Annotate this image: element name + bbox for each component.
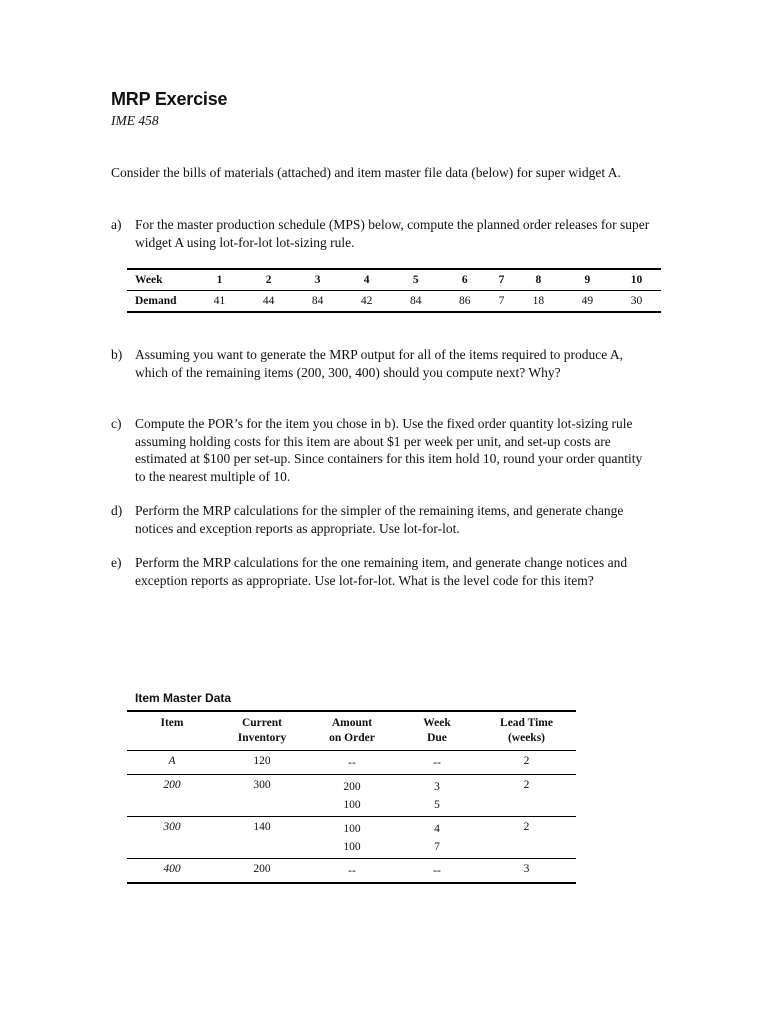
question-text: Perform the MRP calculations for the one remaining item, and generate change notices and exception reports as appropriate. Use lot-for-lot. What is the level code for this item?: [135, 555, 628, 588]
question-b: [111, 346, 651, 381]
week-cell: 7: [489, 269, 514, 291]
header-line: Item: [160, 717, 184, 729]
question-label: b): [111, 347, 123, 362]
mps-demand-row: [127, 291, 661, 313]
demand-cell: 86: [459, 295, 471, 307]
week-due-header: [397, 711, 477, 751]
amount-cell: [307, 751, 397, 775]
lead-time-cell: 3: [477, 859, 576, 884]
week-cell: 8: [514, 269, 563, 291]
inventory-header: [217, 711, 307, 751]
demand-cell: 84: [311, 295, 324, 307]
week-cell: 3: [293, 269, 342, 291]
course-code: IME 458: [111, 113, 159, 128]
demand-cell: 44: [262, 295, 275, 307]
item-cell: A: [168, 755, 176, 767]
question-text: For the master production schedule (MPS) below, compute the planned order releases for super widget A using lot-for-lot lot-sizing rule.: [135, 217, 650, 250]
item-master-header-row: [127, 711, 576, 751]
item-cell: 200: [127, 775, 217, 817]
week-due-value: --: [433, 757, 441, 769]
demand-cell: 41: [213, 295, 226, 307]
amount-value: 100: [343, 841, 361, 853]
question-text: Assuming you want to generate the MRP output for all of the items required to produce A, which of the remaining items (200, 300, 400) should you compute next? Why?: [135, 347, 624, 380]
demand-cell: 30: [630, 295, 643, 307]
item-cell: 400: [127, 859, 217, 884]
week-due-value: 5: [434, 799, 440, 811]
table-row: [127, 817, 576, 859]
mps-table: [127, 268, 661, 313]
amount-value: 100: [343, 799, 361, 811]
inventory-cell: 120: [253, 755, 271, 767]
amount-cell: [307, 817, 397, 859]
question-c: [111, 415, 651, 485]
week-cell: 9: [563, 269, 612, 291]
amount-value: 100: [343, 823, 361, 835]
inventory-cell: 200: [217, 859, 307, 884]
week-cell: 6: [440, 269, 489, 291]
header-line: Lead Time: [500, 717, 553, 729]
week-due-cell: [397, 859, 477, 884]
lead-time-cell: 2: [477, 817, 576, 859]
week-due-value: 4: [434, 823, 440, 835]
lead-time-cell: 2: [477, 775, 576, 817]
week-cell: 5: [391, 269, 440, 291]
item-master-table: [127, 710, 576, 884]
week-cell: 2: [244, 269, 293, 291]
question-e: [111, 554, 651, 589]
question-a: [111, 216, 651, 251]
week-row-label: Week: [127, 269, 195, 291]
header-line: Current: [241, 717, 283, 729]
header-line: Week: [423, 717, 451, 729]
mps-week-row: [127, 269, 661, 291]
question-d: [111, 502, 651, 537]
amount-value: --: [348, 757, 356, 769]
header-line: (weeks): [507, 732, 546, 744]
table-row: [127, 859, 576, 884]
question-label: a): [111, 217, 122, 232]
amount-cell: [307, 859, 397, 884]
amount-value: --: [348, 865, 356, 877]
document-title: MRP Exercise: [111, 89, 228, 109]
table-row: [127, 751, 576, 775]
week-due-cell: [397, 817, 477, 859]
lead-time-cell: 2: [523, 755, 530, 767]
item-header: [127, 711, 217, 751]
week-cell: 4: [342, 269, 391, 291]
header-line: Due: [427, 732, 447, 744]
week-due-value: --: [433, 865, 441, 877]
demand-cell: 7: [498, 295, 505, 307]
week-due-value: 7: [434, 841, 440, 853]
amount-value: 200: [343, 781, 361, 793]
demand-cell: 49: [581, 295, 594, 307]
table-row: [127, 775, 576, 817]
amount-header: [307, 711, 397, 751]
intro-paragraph: Consider the bills of materials (attached) and item master file data (below) for super widget A.: [111, 165, 621, 180]
week-due-value: 3: [434, 781, 440, 793]
item-master-caption: Item Master Data: [135, 691, 232, 705]
demand-cell: 18: [532, 295, 545, 307]
question-label: c): [111, 416, 122, 431]
question-text: Perform the MRP calculations for the simpler of the remaining items, and generate change notices and exception reports as appropriate. Use lot-for-lot.: [135, 503, 624, 536]
amount-cell: [307, 775, 397, 817]
week-due-cell: [397, 751, 477, 775]
week-cell: 1: [195, 269, 244, 291]
question-label: d): [111, 503, 123, 518]
inventory-cell: 140: [217, 817, 307, 859]
lead-time-header: [477, 711, 576, 751]
header-line: Amount: [331, 717, 373, 729]
item-cell: 300: [127, 817, 217, 859]
demand-cell: 84: [409, 295, 422, 307]
header-line: on Order: [329, 732, 375, 744]
question-text: Compute the POR’s for the item you chose in b). Use the fixed order quantity lot-sizing rule assuming holding costs for this item are about $1 per week per unit, and set-up costs are estimated at $100 per set-up. Since containers for this item hold 10, round your order quantity to the nearest multiple of 10.: [135, 416, 643, 484]
demand-row-label: Demand: [135, 295, 177, 307]
week-cell: 10: [612, 269, 661, 291]
question-label: e): [111, 555, 122, 570]
header-line: Inventory: [237, 732, 287, 744]
week-due-cell: [397, 775, 477, 817]
inventory-cell: 300: [217, 775, 307, 817]
demand-cell: 42: [360, 295, 373, 307]
